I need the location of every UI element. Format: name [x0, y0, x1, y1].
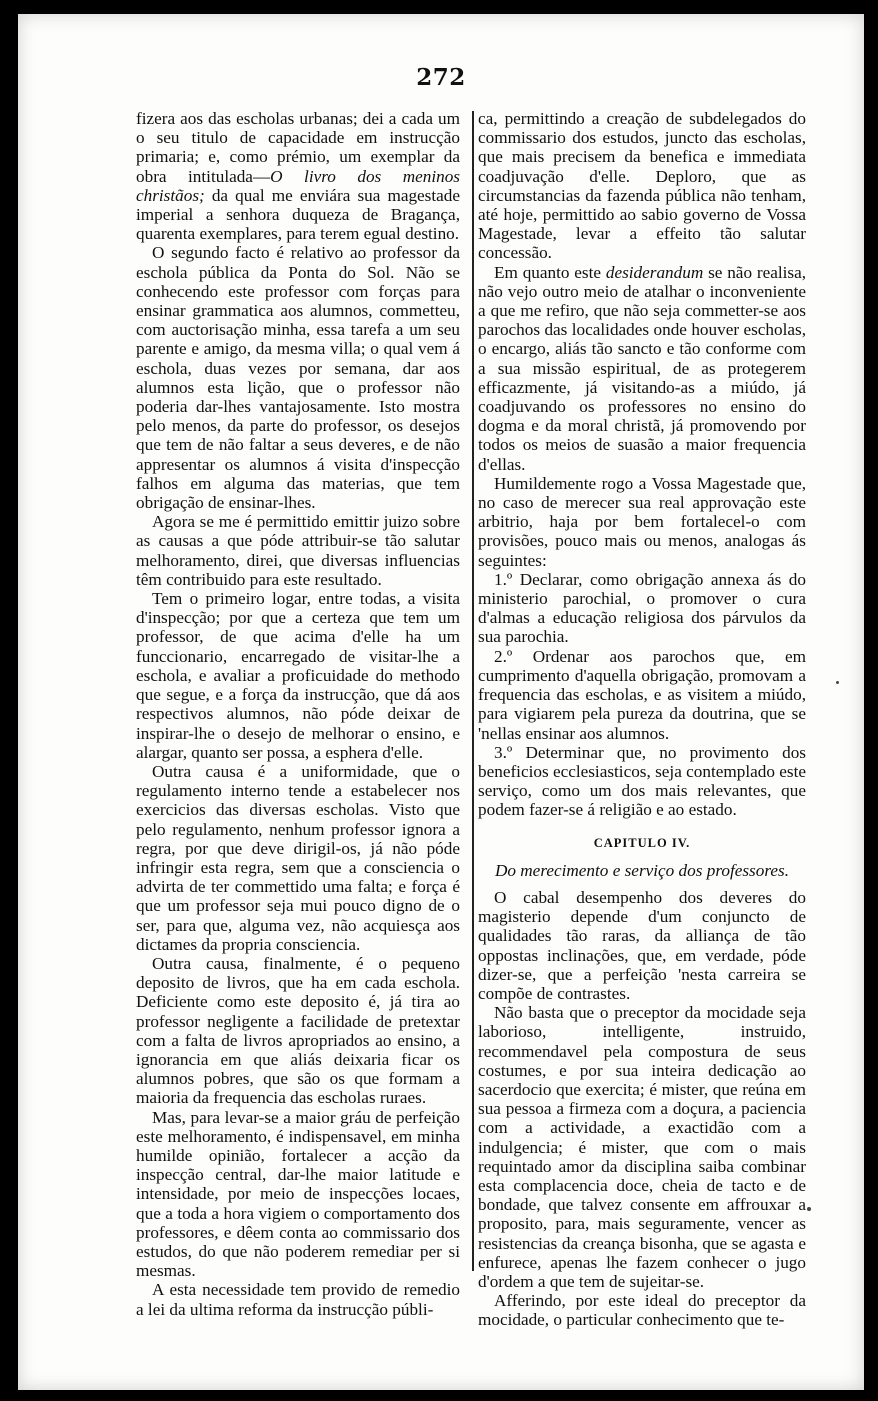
page-number: 272: [416, 64, 466, 91]
chapter-title: Do merecimento e serviço dos professores.: [494, 860, 790, 880]
left-column: [136, 109, 460, 1319]
paragraph: Humildemente rogo a Vossa Magestade que, no caso de merecer sua real approvação este arbitrio, haja por bem fortalecel-o com provisões, pouco mais ou menos, analogas ás seguintes:: [478, 473, 806, 570]
document-page: [18, 14, 864, 1390]
list-item: 2.º Ordenar aos parochos que, em cumprimento d'aquella obrigação, promovam a frequencia das escholas, e as visitem a miúdo, para vigiarem pela pureza da doutrina, que se 'nellas ensinar aos alumnos.: [478, 646, 806, 743]
paragraph: O cabal desempenho dos deveres do magisterio depende d'um conjuncto de qualidades tão raras, da alliança de tão oppostas inclinações, que, em verdade, póde dizer-se, que a perfeição 'nesta carreira se compõe de contrastes.: [478, 887, 806, 1003]
paragraph: Agora se me é permittido emittir juizo sobre as causas a que póde attribuir-se tão salutar melhoramento, direi, que diversas influencias têm contribuido para este resultado.: [136, 512, 460, 589]
paragraph: Não basta que o preceptor da mocidade seja laborioso, intelligente, instruido, recommendavel pela compostura de seus costumes, e por sua inteira dedicação ao sacerdocio que exercita; é mister, que reúna em sua pessoa a firmeza com a doçura, a paciencia com a actividade, a exactidão com a indulgencia; é mister, que com o mais requintado amor da disciplina saiba combinar esta complacencia doce, cheia de tacto e de bondade, que talvez consente em affrouxar a proposito, para, mais seguramente, vencer as resistencias da creança bisonha, que se agasta e enfurece, apenas lhe fazem conhecer o jugo d'ordem a que tem de sujeitar-se.: [478, 1003, 806, 1291]
paragraph: Afferindo, por este ideal do preceptor da mocidade, o particular conhecimento que te-: [478, 1291, 806, 1330]
paragraph: Outra causa, finalmente, é o pequeno deposito de livros, que ha em cada eschola. Deficiente como este deposito é, já tira ao professor negligente a facilidade de pretextar com a falta de livros apropriados ao ensino, a ignorancia em que aliás deixaria ficar os alumnos pobres, que são os que formam a maioria da frequencia das escholas ruraes.: [136, 953, 460, 1108]
paragraph: Em quanto este desiderandum se não realisa, não vejo outro meio de atalhar o inconveniente a que me refiro, que não seja commetter-se aos parochos das localidades onde houver escholas, o encargo, aliás tão sancto e tão conforme com a sua missão espiritual, de as protegerem efficazmente, já visitando-as a miúdo, já coadjuvando os professores no ensino do dogma e da moral christã, já promovendo por todos os meios de suasão a maior frequencia d'ellas.: [478, 262, 807, 474]
book-title: O livro dos meninos christãos;: [136, 166, 460, 205]
ink-speck: [807, 1207, 811, 1211]
paragraph: ca, permittindo a creação de subdelegados do commissario dos estudos, juncto das escholas, que mais precisem da benefica e immediata coadjuvação d'elle. Deploro, que as circumstancias da fazenda pública não tenham, até hoje, permittido ao sabio governo de Vossa Magestade, levar a effeito tão salutar concessão.: [478, 109, 806, 263]
ink-speck: [836, 681, 839, 684]
paragraph: Outra causa é a uniformidade, que o regulamento interno tende a estabelecer nos exercicios das diversas escholas. Visto que pelo regulamento, nenhum professor ignora a regra, por que deve dirigil-os, já não póde infringir esta regra, sem que a consciencia o advirta de ter commettido uma falta; e força é que um professor seja mui pouco digno de o ser, para que, alguma vez, não acquiesça aos dictames da propria consciencia.: [136, 761, 460, 954]
chapter-heading: CAPITULO IV.: [593, 835, 691, 850]
paragraph: fizera aos das escholas urbanas; dei a cada um o seu titulo de capacidade em instrucção primaria; e, como prémio, um exemplar da obra intitulada—O livro dos meninos christãos; da qual me enviára sua magestade imperial a senhora duqueza de Bragança, quarenta exemplares, para terem egual destino.: [136, 109, 460, 244]
paragraph: O segundo facto é relativo ao professor da eschola pública da Ponta do Sol. Não se conhecendo este professor com forças para ensinar grammatica aos alumnos, commetteu, com auctorisação minha, essa tarefa a um seu parente e amigo, da mesma villa; o qual vem á eschola, duas vezes por semana, dar aos alumnos esta lição, que o professor não poderia dar-lhes vantajosamente. Isto mostra pelo menos, da parte do professor, os desejos que tem de não faltar a seus deveres, e de não appresentar os alumnos á visita d'inspecção falhos em alguma das materias, que tem obrigação de ensinar-lhes.: [136, 243, 460, 513]
right-column: [478, 109, 806, 1330]
paragraph: Mas, para levar-se a maior gráu de perfeição este melhoramento, é indispensavel, em minha humilde opinião, fortalecer a acção da inspecção central, dar-lhe maior latitude e intensidade, por meio de inspecções locaes, que a toda a hora vigiem o comportamento dos professores, e dêem conta ao commissario dos estudos, do que não poderem remediar per si mesmas.: [136, 1107, 460, 1281]
latin-term: desiderandum: [605, 262, 704, 282]
column-divider: [472, 111, 474, 1271]
list-item: 1.º Declarar, como obrigação annexa ás do ministerio parochial, o promover o cura d'almas a educação religiosa dos párvulos da sua parochia.: [478, 569, 806, 647]
paragraph: Tem o primeiro logar, entre todas, a visita d'inspecção; por que a certeza que tem um professor, de que acima d'elle ha um funccionario, encarregado de visitar-lhe a eschola, e avaliar a proficuidade do methodo que segue, e a força da instrucção, que dá aos respectivos alumnos, não póde deixar de inspirar-lhe o desejo de melhorar o ensino, e alargar, quanto ser possa, a esphera d'elle.: [136, 589, 460, 762]
paragraph: A esta necessidade tem provido de remedio a lei da ultima reforma da instrucção públi-: [136, 1280, 460, 1319]
list-item: 3.º Determinar que, no provimento dos beneficios ecclesiasticos, seja contemplado este serviço, como um dos mais relevantes, que podem fazer-se á religião e ao estado.: [478, 742, 806, 820]
